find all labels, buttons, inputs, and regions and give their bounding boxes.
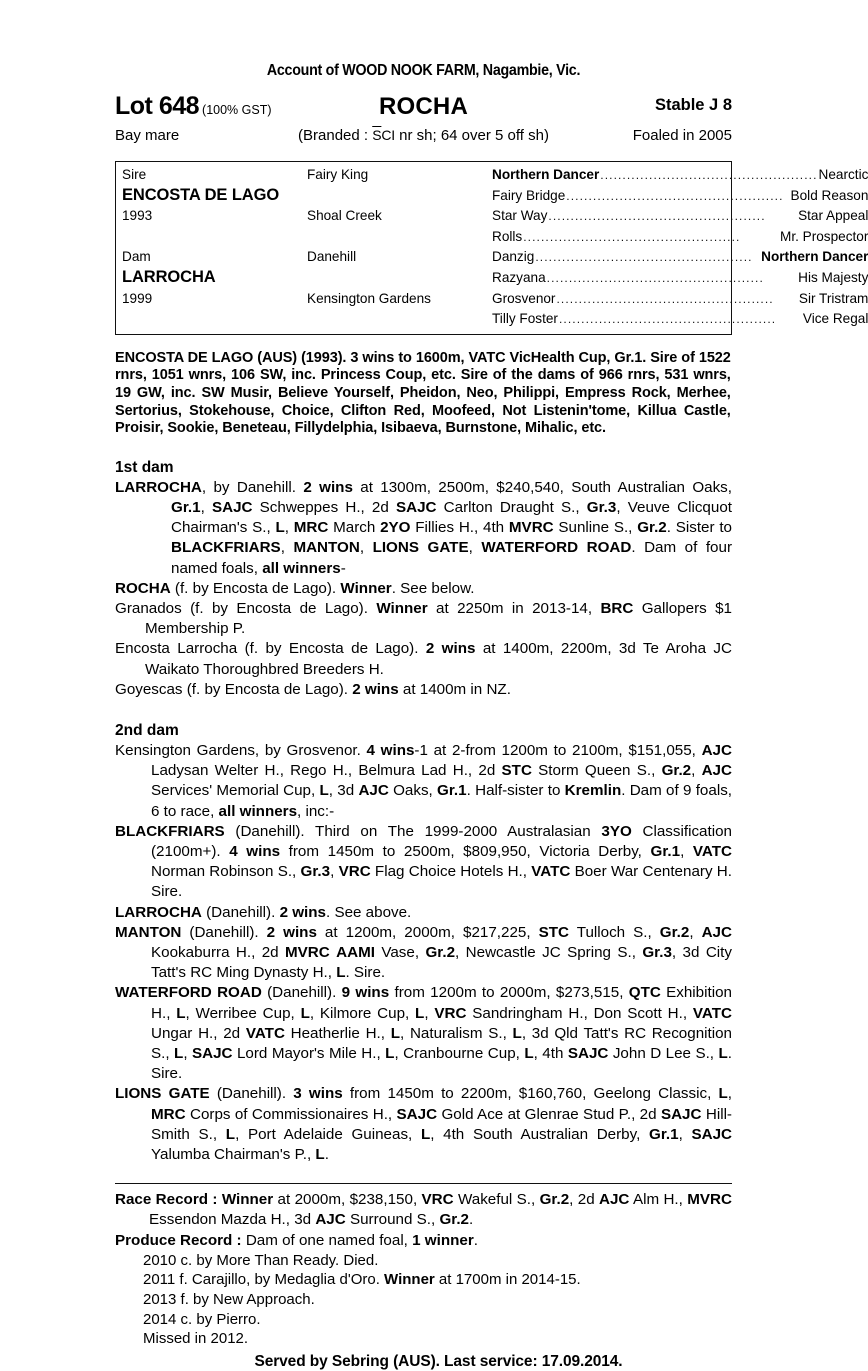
sire-name: ENCOSTA DE LAGO (122, 185, 280, 204)
foal-entry-0: 2010 c. by More Than Ready. Died. (143, 1251, 379, 1269)
pedigree-right-name-0: Nearctic (818, 167, 868, 182)
pedigree-right-name-3: Mr. Prospector (780, 228, 868, 244)
foal-entry-4: Missed in 2012. (143, 1330, 249, 1348)
second-dam-progeny-3: WATERFORD ROAD (Danehill). 9 wins from 1200m to 2000m, $273,515, QTC Exhibition H., L, Werribee Cup, L, Kilmore Cup, L, VRC Sandringham H., Don Scott H., VATC Ungar H., 2d VATC Heatherlie H., L, Naturalism S., L, 3d Qld Tatt's RC Recognition S., L, SAJC Lord Mayor's Mile H., L, Cranbourne Cup, L, 4th SAJC John D Lee S., L. Sire. (115, 984, 732, 1083)
pedigree-leader-row (492, 309, 868, 330)
foaled-year: Foaled in 2005 (632, 127, 732, 144)
first-dam-progeny-2: Encosta Larrocha (f. by Encosta de Lago). 2 wins at 1400m, 2200m, 3d Te Aroha JC Waikato Thoroughbred Breeders H. (115, 640, 732, 678)
service-note: Served by Sebring (AUS). Last service: 17.09.2014. (254, 1352, 623, 1370)
pedigree-table (115, 161, 868, 335)
sire-sire: Fairy King (307, 167, 369, 182)
pedigree-leader-row (492, 227, 868, 248)
dot-leader-icon: ................................................. (556, 291, 774, 306)
second-dam-progeny-2: MANTON (Danehill). 2 wins at 1200m, 2000m, $217,225, STC Tulloch S., Gr.2, AJC Kookaburra H., 2d MVRC AAMI Vase, Gr.2, Newcastle JC Spring S., Gr.3, 3d City Tatt's RC Ming Dynasty H., L. Sire. (115, 923, 732, 982)
produce-record-text: Dam of one named foal, 1 winner. (245, 1231, 478, 1249)
produce-record (115, 1231, 732, 1251)
pedigree-left-name-3: Rolls (492, 228, 523, 244)
section-divider (115, 1183, 732, 1184)
first-dam-heading: 1st dam (115, 458, 174, 476)
pedigree-spacer (307, 227, 492, 247)
pedigree-spacer (122, 309, 307, 329)
pedigree-left-name-5: Razyana (492, 269, 546, 285)
first-dam-main: LARROCHA, by Danehill. 2 wins at 1300m, 2500m, $240,540, South Australian Oaks, Gr.1, SAJC Schweppes H., 2d SAJC Carlton Draught S., Gr.3, Veuve Clicquot Chairman's S., L, MRC March 2YO Fillies H., 4th MVRC Sunline S., Gr.2. Sister to BLACKFRIARS, MANTON, LIONS GATE, WATERFORD ROAD. Dam of four named foals, all winners- (115, 478, 733, 577)
pedigree-left-name-0: Northern Dancer (492, 167, 600, 182)
second-dam-heading: 2nd dam (115, 721, 179, 739)
pedigree-leader-row (492, 165, 868, 186)
race-record-text: Winner at 2000m, $238,150, VRC Wakeful S., Gr.2, 2d AJC Alm H., MVRC Essendon Mazda H., 3d AJC Surround S., Gr.2. (149, 1191, 732, 1229)
dam-sire: Danehill (307, 249, 357, 265)
gst-note: (100% GST) (202, 103, 272, 117)
pedigree-spacer (307, 309, 492, 329)
sire-row2-blank (307, 186, 492, 207)
pedigree-leader-row (492, 289, 868, 310)
second-dam-progeny-1: LARROCHA (Danehill). 2 wins. See above. (115, 903, 412, 921)
account-line: Account of WOOD NOOK FARM, Nagambie, Vic. (266, 62, 581, 79)
lot-number: Lot 648 (115, 92, 200, 120)
pedigree-right-name-4: Northern Dancer (761, 249, 868, 265)
dam-dam: Kensington Gardens (307, 290, 431, 306)
first-dam-progeny-3: Goyescas (f. by Encosta de Lago). 2 wins at 1400m in NZ. (115, 680, 511, 698)
race-record (115, 1190, 732, 1230)
branded-prefix: (Branded : (298, 127, 373, 144)
sire-label: Sire (122, 167, 147, 182)
brand-mark-rest: CI (381, 127, 395, 143)
dot-leader-icon: ................................................. (558, 312, 777, 327)
pedigree-leader-row (492, 247, 868, 268)
pedigree-left-name-1: Fairy Bridge (492, 187, 566, 203)
foal-entry-1: 2011 f. Carajillo, by Medaglia d'Oro. Winner at 1700m in 2014-15. (143, 1271, 581, 1289)
first-dam-progeny-1: Granados (f. by Encosta de Lago). Winner at 2250m in 2013-14, BRC Gallopers $1 Membership P. (115, 599, 732, 638)
pedigree-right-name-2: Star Appeal (798, 208, 868, 224)
sire-dam: Shoal Creek (307, 208, 382, 224)
stable-badge: Stable J 8 (654, 96, 732, 114)
dot-leader-icon: ................................................. (548, 209, 766, 224)
brand-mark-overline: $\overline{S}$ (372, 127, 382, 143)
dam-year: 1999 (122, 290, 153, 306)
dot-leader-icon: ................................................. (523, 229, 741, 244)
second-dam-progeny-4: LIONS GATE (Danehill). 3 wins from 1450m to 2200m, $160,760, Geelong Classic, L, MRC Corps of Commissionaires H., SAJC Gold Ace at Glenrae Stud P., 2d SAJC Hill-Smith S., L, Port Adelaide Guineas, L, 4th South Australian Derby, Gr.1, SAJC Yalumba Chairman's P., L. (115, 1085, 732, 1164)
pedigree-left-name-6: Grosvenor (492, 290, 556, 306)
pedigree-right-name-7: Vice Regal (802, 311, 868, 327)
pedigree-spacer (122, 227, 307, 247)
pedigree-right-name-5: His Majesty (798, 269, 868, 285)
dot-leader-icon: ................................................. (600, 168, 818, 182)
dam-name: LARROCHA (122, 267, 216, 286)
pedigree-left-name-7: Tilly Foster (492, 311, 558, 327)
branded-suffix: nr sh; 64 over 5 off sh) (394, 127, 549, 144)
dot-leader-icon: ................................................. (546, 270, 764, 285)
race-record-label: Race Record : (115, 1191, 222, 1209)
pedigree-leader-row (492, 206, 868, 227)
pedigree-leader-row (492, 186, 868, 207)
description-row (115, 127, 732, 151)
foal-entry-2: 2013 f. by New Approach. (143, 1291, 315, 1309)
sire-summary-paragraph: ENCOSTA DE LAGO (AUS) (1993). 3 wins to 1600m, VATC VicHealth Cup, Gr.1. Sire of 1522 rnrs, 1051 wnrs, 106 SW, inc. Princess Coup, etc. Sire of the dams of 966 rnrs, 531 wnrs, 19 GW, inc. SW Musir, Believe Yourself, Pheidon, Neo, Philippi, Empress Rock, Merhee, Sertorius, Stokehouse, Choice, Clifton Red, Moofeed, Not Listenin'tome, Killua Castle, Proisir, Sookie, Beneteau, Fillydelphia, Isibaeva, Burnstone, Mihalic, etc. (115, 348, 731, 437)
first-dam-progeny-0: ROCHA (f. by Encosta de Lago). Winner. See below. (115, 579, 475, 597)
pedigree-grid (122, 165, 868, 330)
sire-year: 1993 (122, 208, 153, 224)
pedigree-left-name-4: Danzig (492, 249, 535, 265)
dam-label: Dam (122, 249, 151, 265)
dot-leader-icon: ................................................. (566, 188, 784, 203)
second-dam-progeny-0: BLACKFRIARS (Danehill). Third on The 1999-2000 Australasian 3YO Classification (2100m+). 4 wins from 1450m to 2500m, $809,950, Victoria Derby, Gr.1, VATC Norman Robinson S., Gr.3, VRC Flag Choice Hotels H., VATC Boer War Centenary H. Sire. (115, 822, 732, 901)
dot-leader-icon: ................................................. (535, 250, 753, 265)
lot-row (115, 92, 732, 122)
dam-row2-blank (307, 268, 492, 289)
foal-entry-3: 2014 c. by Pierro. (143, 1310, 261, 1328)
page-title: ROCHA (379, 93, 468, 120)
second-dam-main: Kensington Gardens, by Grosvenor. 4 wins-1 at 2-from 1200m to 2100m, $151,055, AJC Ladysan Welter H., Rego H., Belmura Lad H., 2d STC Storm Queen S., Gr.2, AJC Services' Memorial Cup, L, 3d AJC Oaks, Gr.1. Half-sister to Kremlin. Dam of 9 foals, 6 to race, all winners, inc:- (115, 741, 733, 820)
pedigree-leader-row (492, 268, 868, 289)
pedigree-left-name-2: Star Way (492, 208, 548, 224)
colour-sex: Bay mare (115, 127, 180, 144)
pedigree-right-name-1: Bold Reason (790, 187, 868, 203)
produce-record-label: Produce Record : (115, 1231, 246, 1249)
pedigree-right-name-6: Sir Tristram (798, 290, 868, 306)
